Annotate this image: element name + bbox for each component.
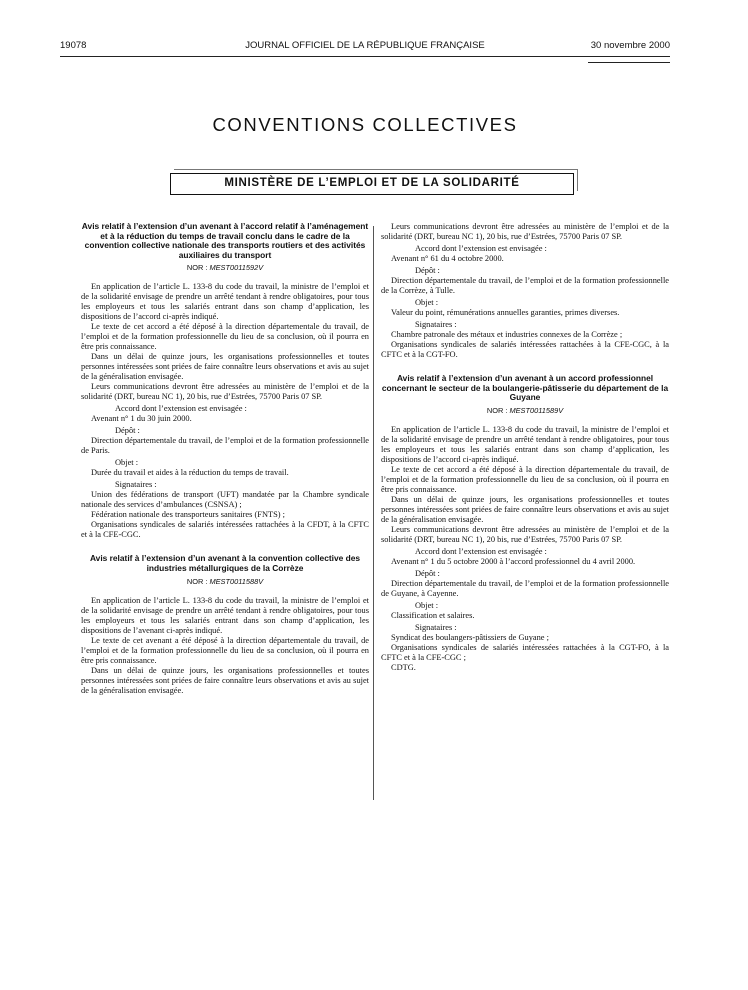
journal-title: JOURNAL OFFICIEL DE LA RÉPUBLIQUE FRANÇAISE	[245, 40, 485, 51]
objet-value: Durée du travail et aides à la réduction du temps de travail.	[91, 468, 289, 478]
page-number: 19078	[60, 40, 87, 51]
signataire: Fédération nationale des transporteurs sanitaires (FNTS) ;	[91, 510, 285, 520]
paragraph: Le texte de cet accord a été déposé à la direction départementale du travail, de l’emploi et de la formation professionnelle du lieu de sa conclusion, où il pourra en être pris connaissance.	[381, 464, 669, 494]
signataire: CDTG.	[391, 662, 416, 672]
paragraph: Leurs communications devront être adressées au ministère de l’emploi et de la solidarité (DRT, bureau NC 1), 20 bis, rue d’Estrées, 75700 Paris 07 SP.	[381, 524, 669, 544]
label-objet: Objet :	[115, 458, 139, 468]
header-rule	[60, 56, 670, 57]
nor-reference	[381, 406, 669, 416]
nor-code: MEST0011592V	[209, 263, 264, 273]
paragraph: Dans un délai de quinze jours, les organisations professionnelles et toutes personnes intéressées sont priées de faire connaître leurs observations et avis au sujet de la généralisation envisagée.	[81, 665, 369, 695]
label-depot: Dépôt :	[115, 426, 140, 436]
depot-value: Direction départementale du travail, de l’emploi et de la formation professionnelle de la Corrèze, à Tulle.	[381, 276, 669, 295]
signataire: Union des fédérations de transport (UFT) mandatée par la Chambre syndicale nationale des services d’ambulances (CSNSA) ;	[81, 490, 369, 510]
label-objet: Objet :	[415, 298, 439, 307]
signataire: Organisations syndicales de salariés intéressées rattachées à la CFDT, à la CFTC et à la CFE-CGC.	[81, 520, 369, 540]
article-title: Avis relatif à l’extension d’un avenant à l’accord relatif à l’aménagement et à la réduction du temps de travail conclu dans le cadre de la convention collective nationale des transports routiers et des activités auxiliaires du transport	[81, 221, 369, 260]
article-metallurgie-correze-continued	[381, 222, 669, 360]
objet-value: Valeur du point, rémunérations annuelles garanties, primes diverses.	[391, 308, 620, 317]
signataire: Organisations syndicales de salariés intéressées rattachées à la CFE-CGC, à la CFTC et à la CGT-FO.	[381, 340, 669, 359]
paragraph: Leurs communications devront être adressées au ministère de l’emploi et de la solidarité (DRT, bureau NC 1), 20 bis, rue d’Estrées, 75700 Paris 07 SP.	[81, 382, 369, 402]
paragraph: En application de l’article L. 133-8 du code du travail, la ministre de l’emploi et de la solidarité envisage de prendre un arrêté tendant à rendre obligatoires, pour tous les employeurs et tous les salariés entrant dans son champ d’application, les dispositions de l’avenant ci-après indiqué.	[81, 595, 369, 635]
extension-value: Avenant n° 1 du 5 octobre 2000 à l’accord professionnel du 4 avril 2000.	[391, 556, 636, 566]
label-depot: Dépôt :	[415, 568, 440, 578]
depot-value: Direction départementale du travail, de l’emploi et de la formation professionnelle de Guyane, à Cayenne.	[381, 578, 669, 598]
left-column	[81, 222, 369, 696]
article-boulangerie-guyane	[381, 374, 669, 673]
nor-code: MEST0011589V	[509, 405, 564, 415]
ministry-box: MINISTÈRE DE L’EMPLOI ET DE LA SOLIDARITÉ	[170, 173, 574, 195]
signataire: Chambre patronale des métaux et industries connexes de la Corrèze ;	[391, 330, 623, 339]
nor-reference	[81, 577, 369, 587]
article-title: Avis relatif à l’extension d’un avenant à un accord professionnel concernant le secteur de la boulangerie-pâtisserie du département de la Guyane	[381, 373, 669, 403]
article-transports	[81, 222, 369, 540]
signataire: Organisations syndicales de salariés intéressées rattachées à la CGT-FO, à la CFTC et à la CFE-CGC ;	[381, 642, 669, 662]
paragraph: Le texte de cet accord a été déposé à la direction départementale du travail, de l’emploi et de la formation professionnelle du lieu de sa conclusion, où il pourra en être pris connaissance.	[81, 322, 369, 352]
extension-value: Avenant n° 61 du 4 octobre 2000.	[391, 254, 504, 263]
article-title: Avis relatif à l’extension d’un avenant à la convention collective des industries métallurgiques de la Corrèze	[89, 553, 361, 573]
label-extension: Accord dont l’extension est envisagée :	[415, 546, 547, 556]
paragraph: En application de l’article L. 133-8 du code du travail, la ministre de l’emploi et de la solidarité envisage de prendre un arrêté tendant à rendre obligatoires, pour tous les employeurs et tous les salariés entrant dans son champ d’application, les dispositions de l’accord ci-après indiqué.	[81, 282, 369, 322]
paragraph: En application de l’article L. 133-8 du code du travail, la ministre de l’emploi et de la solidarité envisage de prendre un arrêté tendant à rendre obligatoires, pour tous les employeurs et tous les salariés entrant dans son champ d’application, les dispositions de l’accord ci-après indiqué.	[381, 424, 669, 464]
nor-label: NOR :	[186, 263, 208, 273]
label-signataires: Signataires :	[415, 320, 457, 329]
label-depot: Dépôt :	[415, 266, 440, 275]
issue-date: 30 novembre 2000	[590, 40, 670, 51]
label-signataires: Signataires :	[415, 622, 457, 632]
article-metallurgie-correze	[81, 554, 369, 695]
signataire: Syndicat des boulangers-pâtissiers de Guyane ;	[391, 632, 549, 642]
section-title: CONVENTIONS COLLECTIVES	[212, 114, 518, 135]
paragraph: Dans un délai de quinze jours, les organisations professionnelles et toutes personnes intéressées sont priées de faire connaître leurs observations et avis au sujet de la généralisation envisagée.	[81, 352, 369, 382]
nor-label: NOR :	[486, 405, 508, 415]
label-extension: Accord dont l’extension est envisagée :	[415, 244, 547, 253]
paragraph: Leurs communications devront être adressées au ministère de l’emploi et de la solidarité (DRT, bureau NC 1), 20 bis, rue d’Estrées, 75700 Paris 07 SP.	[381, 222, 669, 241]
nor-reference	[81, 263, 369, 273]
paragraph: Dans un délai de quinze jours, les organisations professionnelles et toutes personnes intéressées sont priées de faire connaître leurs observations et avis au sujet de la généralisation envisagée.	[381, 494, 669, 524]
objet-value: Classification et salaires.	[391, 610, 475, 620]
page-header	[60, 40, 670, 54]
right-column	[381, 222, 669, 673]
label-extension: Accord dont l’extension est envisagée :	[115, 404, 247, 414]
label-objet: Objet :	[415, 600, 439, 610]
column-separator	[373, 226, 374, 800]
nor-label: NOR :	[186, 576, 208, 586]
nor-code: MEST0011588V	[209, 576, 264, 586]
depot-value: Direction départementale du travail, de l’emploi et de la formation professionnelle de Paris.	[81, 436, 369, 456]
paragraph: Le texte de cet avenant a été déposé à la direction départementale du travail, de l’emploi et de la formation professionnelle du lieu de sa conclusion, où il pourra en être pris connaissance.	[81, 635, 369, 665]
header-rule-short	[588, 62, 670, 63]
extension-value: Avenant n° 1 du 30 juin 2000.	[91, 414, 192, 424]
label-signataires: Signataires :	[115, 480, 157, 490]
